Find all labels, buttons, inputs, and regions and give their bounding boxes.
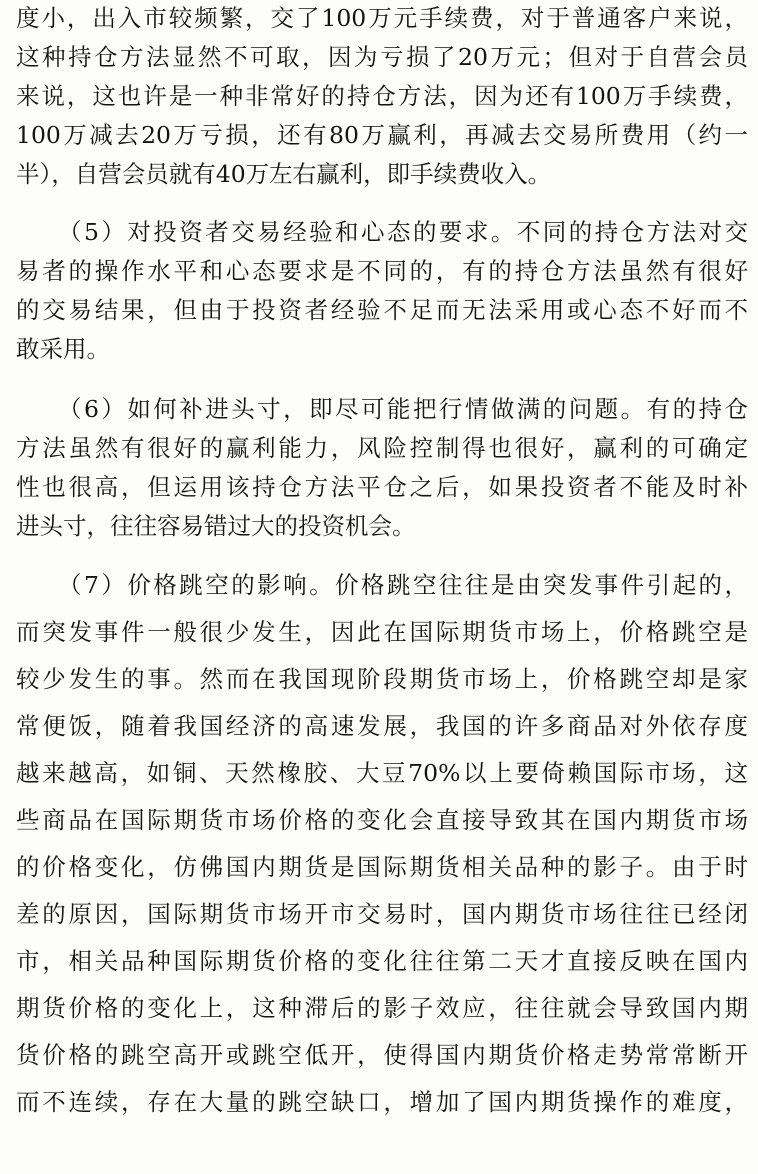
text-line: 100万减去20万亏损，还有80万赢利，再减去交易所费用（约一: [16, 121, 748, 149]
text-line: 货价格的跳空高开或跳空低开，使得国内期货价格走势常常断开: [16, 1041, 748, 1069]
text-line: 而不连续，存在大量的跳空缺口，增加了国内期货操作的难度，: [16, 1088, 748, 1116]
text-line: 期货价格的变化上，这种滞后的影子效应，往往就会导致国内期: [16, 994, 748, 1022]
text-line: 差的原因，国际期货市场开市交易时，国内期货市场往往已经闭: [16, 900, 748, 928]
text-line: 而突发事件一般很少发生，因此在国际期货市场上，价格跳空是: [16, 618, 748, 646]
text-line: 敢采用。: [16, 335, 110, 363]
paragraph-first-line: （5）对投资者交易经验和心态的要求。不同的持仓方法对交: [58, 218, 748, 246]
text-line: 的交易结果，但由于投资者经验不足而无法采用或心态不好而不: [16, 296, 748, 324]
text-line: 度小，出入市较频繁，交了100万元手续费，对于普通客户来说，: [16, 4, 748, 32]
text-line: 些商品在国际期货市场价格的变化会直接导致其在国内期货市场: [16, 806, 748, 834]
paragraph-first-line: （7）价格跳空的影响。价格跳空往往是由突发事件引起的，: [58, 571, 748, 599]
text-line: 进头寸，往往容易错过大的投资机会。: [16, 512, 416, 540]
text-line: 这种持仓方法显然不可取，因为亏损了20万元；但对于自营会员: [16, 43, 748, 71]
text-line: 常便饭，随着我国经济的高速发展，我国的许多商品对外依存度: [16, 712, 748, 740]
text-line: 的价格变化，仿佛国内期货是国际期货相关品种的影子。由于时: [16, 853, 748, 881]
text-line: 方法虽然有很好的赢利能力，风险控制得也很好，赢利的可确定: [16, 434, 748, 462]
paragraph-first-line: （6）如何补进头寸，即尽可能把行情做满的问题。有的持仓: [58, 395, 748, 423]
text-line: 易者的操作水平和心态要求是不同的，有的持仓方法虽然有很好: [16, 257, 748, 285]
text-line: 性也很高，但运用该持仓方法平仓之后，如果投资者不能及时补: [16, 473, 748, 501]
text-line: 较少发生的事。然而在我国现阶段期货市场上，价格跳空却是家: [16, 665, 748, 693]
text-line: 来说，这也许是一种非常好的持仓方法，因为还有100万手续费，: [16, 82, 748, 110]
text-line: 市，相关品种国际期货价格的变化往往第二天才直接反映在国内: [16, 947, 748, 975]
text-line: 半），自营会员就有40万左右赢利，即手续费收入。: [16, 160, 552, 188]
text-line: 越来越高，如铜、天然橡胶、大豆70%以上要倚赖国际市场，这: [16, 759, 748, 787]
